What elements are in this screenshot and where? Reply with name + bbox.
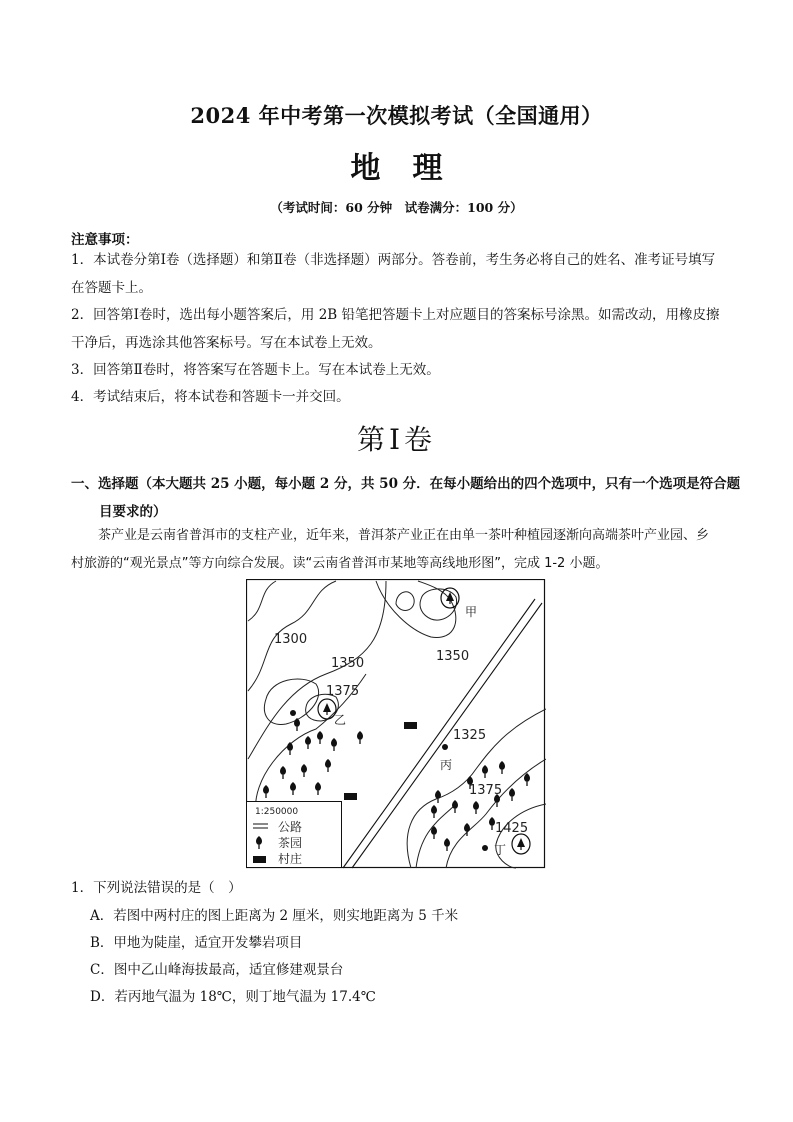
- contour-map: [246, 579, 546, 869]
- place-label-ding: 丁: [494, 843, 507, 857]
- contour-label: 1425: [495, 821, 529, 836]
- map-legend: [247, 802, 342, 868]
- legend-tea: 茶园: [278, 836, 303, 850]
- notice-title: 注意事项：: [71, 232, 139, 248]
- notice-item-1: 1．本试卷分第Ⅰ卷（选择题）和第Ⅱ卷（非选择题）两部分。答卷前，考生务必将自己的姓名、准考证号填写在答题卡上。: [71, 252, 716, 296]
- question-stem: 1．下列说法错误的是（ ）: [71, 880, 242, 896]
- village-marker: [344, 793, 357, 800]
- question-intro: 茶产业是云南省普洱市的支柱产业，近年来，普洱茶产业正在由单一茶叶种植园逐渐向高端茶叶产业园、乡村旅游的“观光景点”等方向综合发展。读“云南省普洱市某地等高线地形图”，完成 1-2 小题。: [71, 528, 710, 571]
- contour-label: 1375: [326, 684, 360, 699]
- village-marker: [404, 722, 417, 729]
- contour-label: 1375: [469, 783, 503, 798]
- contour-label: 1350: [331, 656, 365, 671]
- option-a: A．若图中两村庄的图上距离为 2 厘米，则实地距离为 5 千米: [90, 908, 459, 924]
- exam-info: （考试时间：60 分钟 试卷满分：100 分）: [270, 200, 523, 215]
- place-label-jia: 甲: [465, 605, 478, 619]
- contour-label: 1325: [453, 728, 487, 743]
- notice-item-2: 2．回答第Ⅰ卷时，选出每小题答案后，用 2B 铅笔把答题卡上对应题目的答案标号涂黑。如需改动，用橡皮擦干净后，再选涂其他答案标号。写在本试卷上无效。: [71, 307, 720, 351]
- legend-road: 公路: [278, 820, 303, 834]
- village-icon: [253, 856, 266, 863]
- volume-title: 第Ⅰ卷: [356, 423, 437, 456]
- legend-scale: 1:250000: [255, 807, 299, 817]
- place-label-yi: 乙: [334, 713, 347, 727]
- exam-title: 2024 年中考第一次模拟考试（全国通用）: [190, 103, 603, 128]
- legend-village: 村庄: [278, 852, 303, 866]
- notice-item-4: 4．考试结束后，将本试卷和答题卡一并交回。: [71, 389, 350, 405]
- option-d: D．若丙地气温为 18℃，则丁地气温为 17.4℃: [90, 989, 376, 1005]
- place-label-bing: 丙: [440, 758, 453, 772]
- notice-item-3: 3．回答第Ⅱ卷时，将答案写在答题卡上。写在本试卷上无效。: [71, 362, 440, 378]
- contour-label: 1350: [436, 649, 470, 664]
- contour-label: 1300: [274, 632, 308, 647]
- section-heading: 一、选择题（本大题共 25 小题，每小题 2 分，共 50 分．在每小题给出的四个选项中，只有一个选项是符合题目要求的）: [71, 476, 741, 520]
- subject-title: 地理: [350, 151, 475, 186]
- option-b: B．甲地为陡崖，适宜开发攀岩项目: [90, 935, 303, 951]
- option-c: C．图中乙山峰海拔最高，适宜修建观景台: [90, 962, 344, 978]
